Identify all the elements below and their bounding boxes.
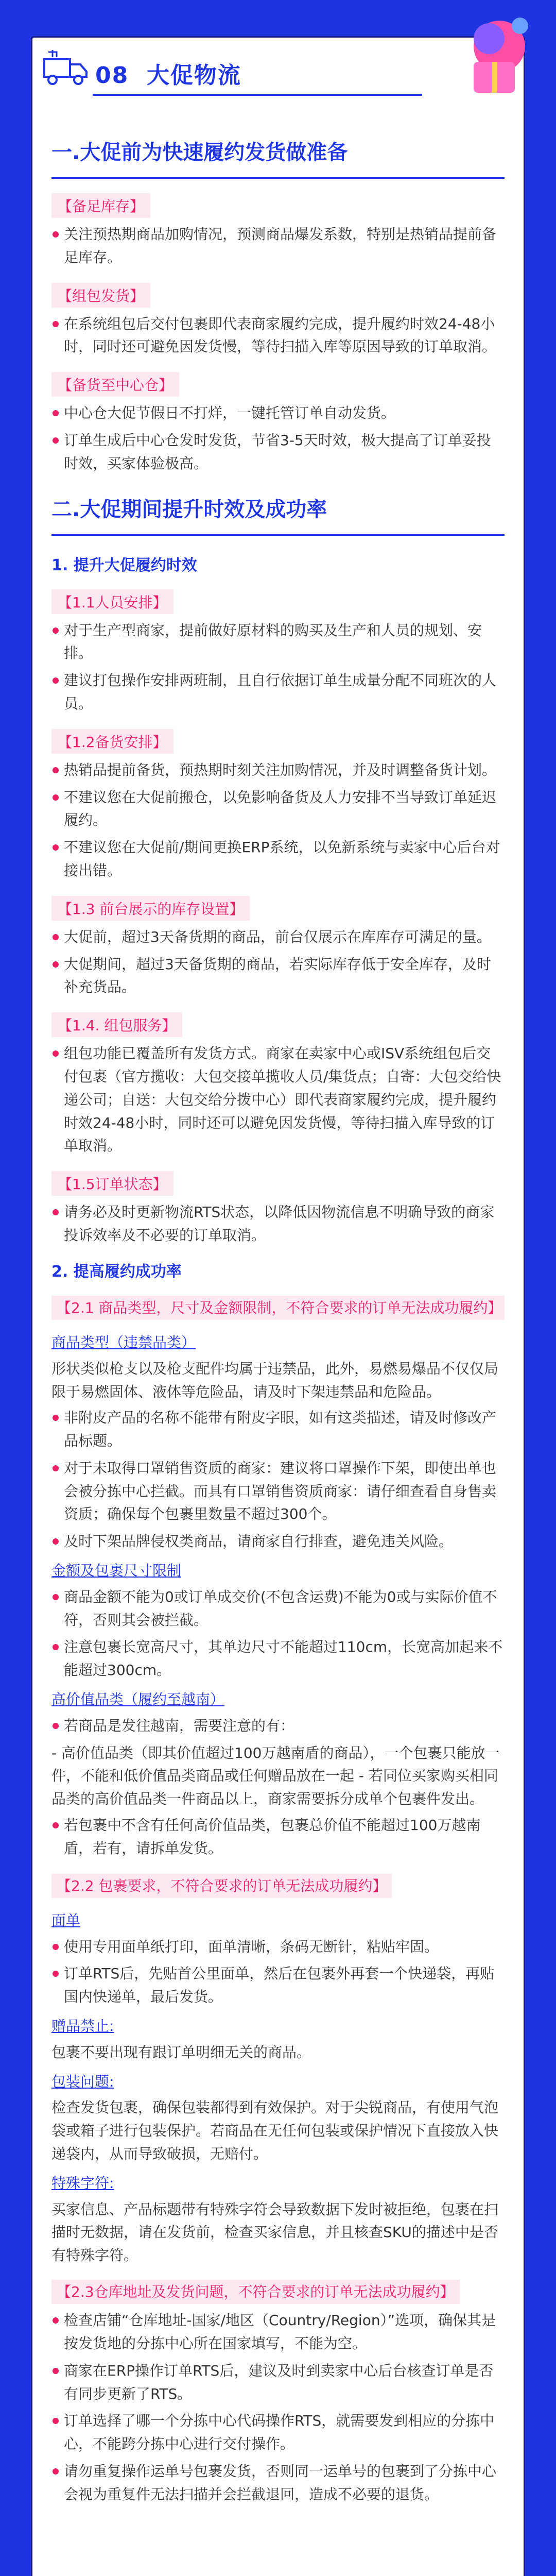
list-item: 在系统组包后交付包裹即代表商家履约完成，提升履约时效24-48小时，同时还可避免因发货慢，等待扫描入库等原因导致的订单取消。 <box>51 313 505 359</box>
subsection-title: 1. 提升大促履约时效 <box>51 556 197 574</box>
list-item: 对于生产型商家，提前做好原材料的购买及生产和人员的规划、安排。 <box>51 619 505 666</box>
paragraph: 包裹不要出现有跟订单明细无关的商品。 <box>51 2043 311 2061</box>
topic-heading: 金额及包裹尺寸限制 <box>51 1562 182 1580</box>
tag: 【1.4. 组包服务】 <box>51 1012 182 1037</box>
list-item: 组包功能已覆盖所有发货方式。商家在卖家中心或ISV系统组包后交付包裹（官方揽收：大包交接单揽收人员/集货点；自寄：大包交给快递公司；自送：大包交给分拨中心）即代表商家履约完成，提升履约时效24-48小时，同时还可以避免因发货慢，等待扫描入库导致的订单取消。 <box>51 1042 505 1158</box>
list-item: 商品金额不能为0或订单成交价(不包含运费)不能为0或与实际价值不符，否则其会被拦截。 <box>51 1586 505 1632</box>
list-item: 订单RTS后，先贴首公里面单，然后在包裹外再套一个快递袋，再贴国内快递单，最后发货。 <box>51 1962 505 2009</box>
paragraph: 检查发货包裹，确保包装都得到有效保护。对于尖锐商品，有使用气泡袋或箱子进行包装保护。若商品在无任何包装或保护情况下直接放入快递袋内，从而导致破损，无赔付。 <box>51 2099 499 2162</box>
list-item: 对于未取得口罩销售资质的商家：建议将口罩操作下架，即使出单也会被分拣中心拦截。而具有口罩销售资质商家：请仔细查看自身售卖资质；确保每个包裹里数量不超过300个。 <box>51 1457 505 1526</box>
tag-central-warehouse: 【备货至中心仓】 <box>51 372 179 397</box>
section-1 <box>51 177 505 476</box>
topic-heading: 高价值品类（履约至越南） <box>51 1691 225 1708</box>
list-item: 请勿重复操作运单号包裹发货，否则同一运单号的包裹到了分拣中心会视为重复件无法扫描并会拦截退回，造成不必要的退货。 <box>51 2460 505 2506</box>
section-2-title: 二.大促期间提升时效及成功率 <box>51 497 327 521</box>
main-content <box>51 139 505 2511</box>
section-2 <box>51 534 505 2506</box>
list-item: 大促前，超过3天备货期的商品，前台仅展示在库库存可满足的量。 <box>51 926 505 949</box>
tag-stock: 【备足库存】 <box>51 193 150 218</box>
paragraph: 形状类似枪支以及枪支配件均属于违禁品，此外，易燃易爆品不仅仅局限于易燃固体、液体等危险品，请及时下架违禁品和危险品。 <box>51 1360 499 1400</box>
topic-heading: 特殊字符: <box>51 2174 114 2192</box>
list-item: 关注预热期商品加购情况，预测商品爆发系数，特别是热销品提前备足库存。 <box>51 223 505 269</box>
topic-heading: 包装问题: <box>51 2073 114 2090</box>
list-item: 商家在ERP操作订单RTS后，建议及时到卖家中心后台核查订单是否有同步更新了RTS。 <box>51 2360 505 2406</box>
tag: 【1.1人员安排】 <box>51 589 173 614</box>
paragraph: 买家信息、产品标题带有特殊字符会导致数据下发时被拒绝，包裹在扫描时无数据，请在发货前，检查买家信息，并且核查SKU的描述中是否有特殊字符。 <box>51 2200 499 2264</box>
topic-heading: 商品类型（违禁品类） <box>51 1333 196 1351</box>
list-item: 不建议您在大促前搬仓，以免影响备货及人力安排不当导致订单延迟履约。 <box>51 786 505 833</box>
subsection-title: 2. 提高履约成功率 <box>51 1262 182 1281</box>
list-item: 若包裹中不含有任何高价值品类，包裹总价值不能超过100万越南盾，若有，请拆单发货。 <box>51 1814 505 1860</box>
list-item: 使用专用面单纸打印，面单清晰，条码无断针，粘贴牢固。 <box>51 1936 505 1959</box>
list-item: 注意包裹长宽高尺寸，其单边尺寸不能超过110cm，长宽高加起来不能超过300cm。 <box>51 1636 505 1682</box>
tag: 【2.1 商品类型，尺寸及金额限制，不符合要求的订单无法成功履约】 <box>51 1296 505 1320</box>
list-item: 大促期间，超过3天备货期的商品，若实际库存低于安全库存，及时补充货品。 <box>51 953 505 999</box>
list-item: 及时下架品牌侵权类商品，请商家自行排查，避免违关风险。 <box>51 1530 505 1553</box>
topic-heading: 赠品禁止: <box>51 2018 114 2035</box>
list-item: 不建议您在大促前/期间更换ERP系统，以免新系统与卖家中心后台对接出错。 <box>51 836 505 883</box>
paragraph: - 高价值品类（即其价值超过100万越南盾的商品），一个包裹只能放一件，不能和低价值品类商品或任何赠品放在一起 - 若同位买家购买相同品类的高价值品类一件商品以上，商家需要拆分成单个包裹件发出。 <box>51 1744 500 1808</box>
list-item: 订单选择了哪一个分拣中心代码操作RTS，就需要发到相应的分拣中心，不能跨分拣中心进行交付操作。 <box>51 2410 505 2456</box>
tag: 【1.5订单状态】 <box>51 1171 173 1196</box>
tag-packing: 【组包发货】 <box>51 283 150 308</box>
page-title: 08 大促物流 <box>95 62 241 89</box>
list-item: 热销品提前备货，预热期时刻关注加购情况，并及时调整备货计划。 <box>51 759 505 782</box>
gift-balloon-icon <box>438 10 541 113</box>
list-item: 订单生成后中心仓发时发货，节省3-5天时效，极大提高了订单妥投时效，买家体验极高。 <box>51 429 505 476</box>
list-item: 若商品是发往越南，需要注意的有： <box>51 1715 505 1738</box>
tag: 【1.3 前台展示的库存设置】 <box>51 896 250 921</box>
tag: 【2.2 包裹要求，不符合要求的订单无法成功履约】 <box>51 1874 392 1898</box>
tag: 【1.2备货安排】 <box>51 729 173 754</box>
list-item: 中心仓大促节假日不打烊，一键托管订单自动发货。 <box>51 402 505 425</box>
list-item: 非附皮产品的名称不能带有附皮字眼，如有这类描述，请及时修改产品标题。 <box>51 1406 505 1453</box>
truck-icon <box>41 49 93 90</box>
topic-heading: 面单 <box>51 1911 81 1929</box>
list-item: 请务必及时更新物流RTS状态，以降低因物流信息不明确导致的商家投诉效率及不必要的订单取消。 <box>51 1201 505 1247</box>
title-underline <box>93 94 422 96</box>
list-item: 建议打包操作安排两班制，且自行依据订单生成量分配不同班次的人员。 <box>51 669 505 716</box>
section-1-title: 一.大促前为快速履约发货做准备 <box>51 141 348 164</box>
list-item: 检查店铺“仓库地址-国家/地区（Country/Region）”选项，确保其是按发货地的分拣中心所在国家填写，不能为空。 <box>51 2309 505 2355</box>
tag: 【2.3仓库地址及发货问题，不符合要求的订单无法成功履约】 <box>51 2280 460 2304</box>
